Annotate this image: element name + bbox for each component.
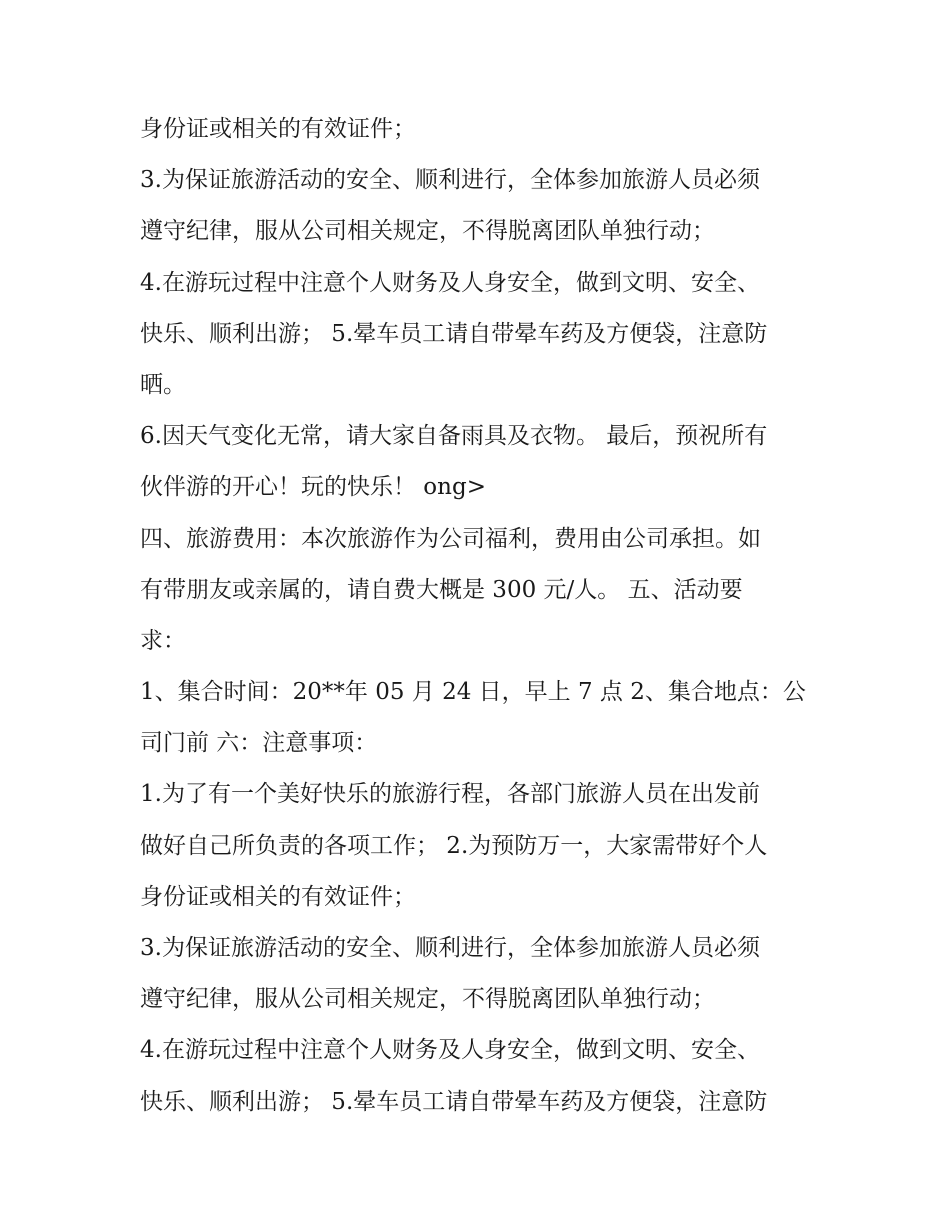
text-line: 3.为保证旅游活动的安全、顺利进行，全体参加旅游人员必须 <box>140 935 760 961</box>
text-line: 1、集合时间：20**年 05 月 24 日，早上 7 点 2、集合地点：公 <box>140 679 806 706</box>
text-line: 4.在游玩过程中注意个人财务及人身安全，做到文明、安全、 <box>140 1037 760 1064</box>
text-line: 遵守纪律，服从公司相关规定，不得脱离团队单独行动； <box>140 218 715 245</box>
text-line: 身份证或相关的有效证件； <box>140 116 416 142</box>
text-line: 快乐、顺利出游； 5.晕车员工请自带晕车药及方便袋，注意防 <box>140 320 768 347</box>
text-line: 1.为了有一个美好快乐的旅游行程，各部门旅游人员在出发前 <box>140 781 760 808</box>
text-line: 晒。 <box>140 371 186 398</box>
text-line: 身份证或相关的有效证件； <box>140 883 416 910</box>
text-line: 4.在游玩过程中注意个人财务及人身安全，做到文明、安全、 <box>140 269 760 296</box>
text-line: 四、旅游费用：本次旅游作为公司福利，费用由公司承担。如 <box>140 525 761 552</box>
text-line: 司门前 六：注意事项： <box>140 730 378 757</box>
text-line: 3.为保证旅游活动的安全、顺利进行，全体参加旅游人员必须 <box>140 167 760 194</box>
text-line: 伙伴游的开心！玩的快乐！ ong> <box>140 474 486 501</box>
text-line: 6.因天气变化无常，请大家自备雨具及衣物。 最后，预祝所有 <box>140 423 768 450</box>
text-line: 求： <box>140 627 186 654</box>
document-body <box>140 104 820 1128</box>
text-line: 做好自己所负责的各项工作； 2.为预防万一，大家需带好个人 <box>140 832 768 859</box>
text-line: 快乐、顺利出游； 5.晕车员工请自带晕车药及方便袋，注意防 <box>140 1088 768 1115</box>
text-line: 有带朋友或亲属的，请自费大概是 300 元/人。 五、活动要 <box>140 576 743 603</box>
text-line: 遵守纪律，服从公司相关规定，不得脱离团队单独行动； <box>140 986 715 1013</box>
